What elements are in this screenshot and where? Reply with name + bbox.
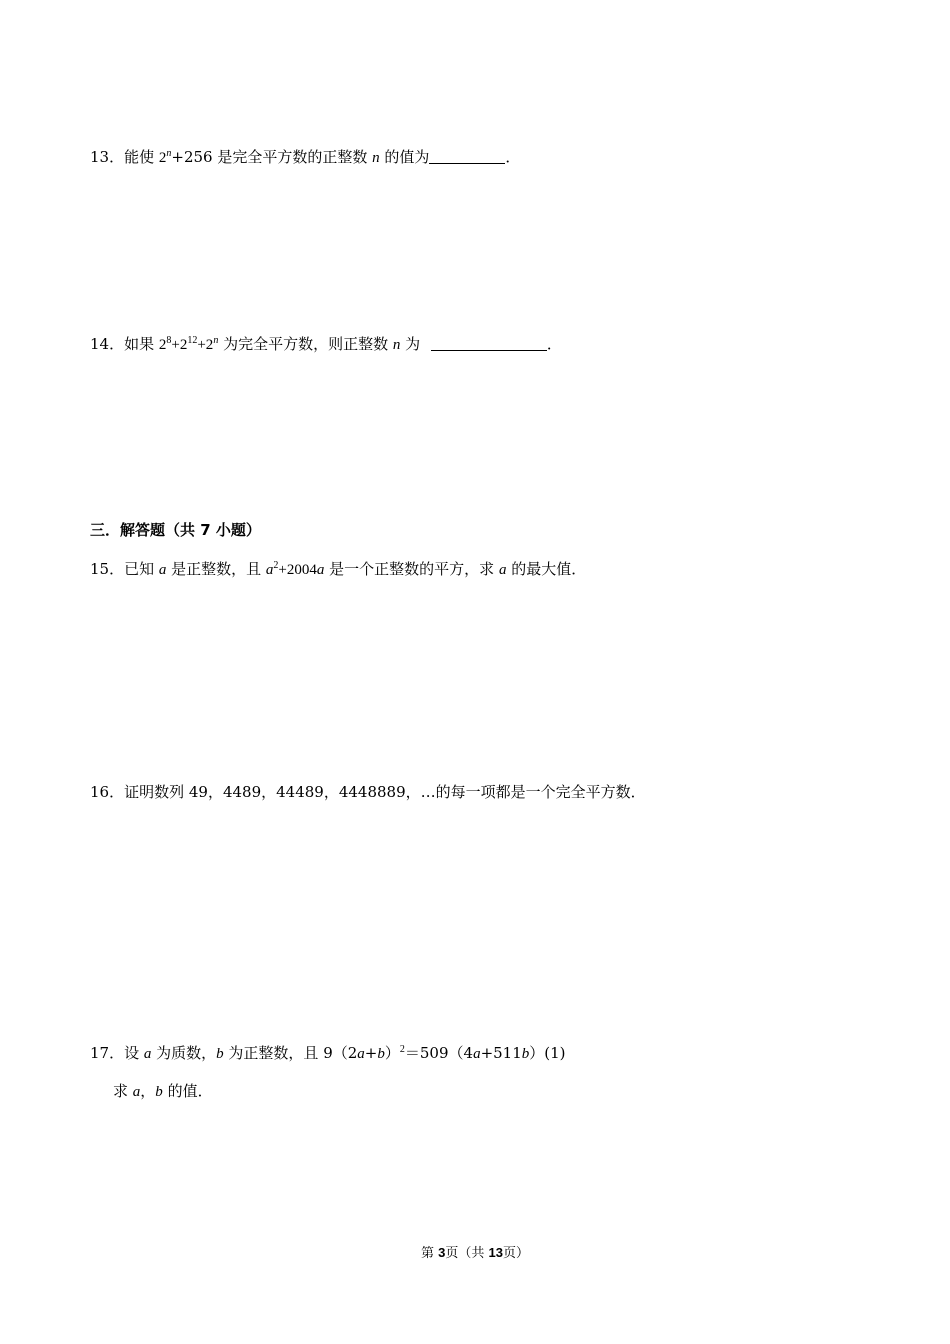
- answer-blank[interactable]: [429, 149, 505, 164]
- answer-blank[interactable]: [431, 336, 547, 351]
- question-number: 16．: [90, 783, 125, 801]
- page-footer: 第 3页（共 13页）: [421, 1245, 529, 1261]
- question-17: 17．设 a 为质数，b 为正整数，且 $9(2a+b)^2=509(4a+511b)(1)$: [90, 1044, 566, 1062]
- question-number: 14．: [90, 335, 125, 353]
- question-17-line-2: 求 a，b 的值．: [113, 1082, 213, 1100]
- question-number: 17．: [90, 1044, 125, 1062]
- question-14: 14．如果 $2^8+2^{12}+2^n$ 为完全平方数，则正整数 n 为 ．: [90, 335, 562, 353]
- question-16: 16．证明数列 49，4489，44489，4448889，…的每一项都是一个完全平方数．: [90, 783, 646, 801]
- question-13: 13．能使 $2^n+256$ 是完全平方数的正整数 n 的值为 ．: [90, 148, 521, 166]
- question-15: 15．已知 a 是正整数，且 $a^2+2004a$ 是一个正整数的平方，求 a 的最大值．: [90, 560, 587, 578]
- section-heading: 三．解答题（共 7 小题）: [90, 521, 261, 539]
- total-page-count: 13: [488, 1245, 503, 1260]
- current-page-number: 3: [438, 1245, 446, 1260]
- question-number: 15．: [90, 560, 125, 578]
- question-number: 13．: [90, 148, 125, 166]
